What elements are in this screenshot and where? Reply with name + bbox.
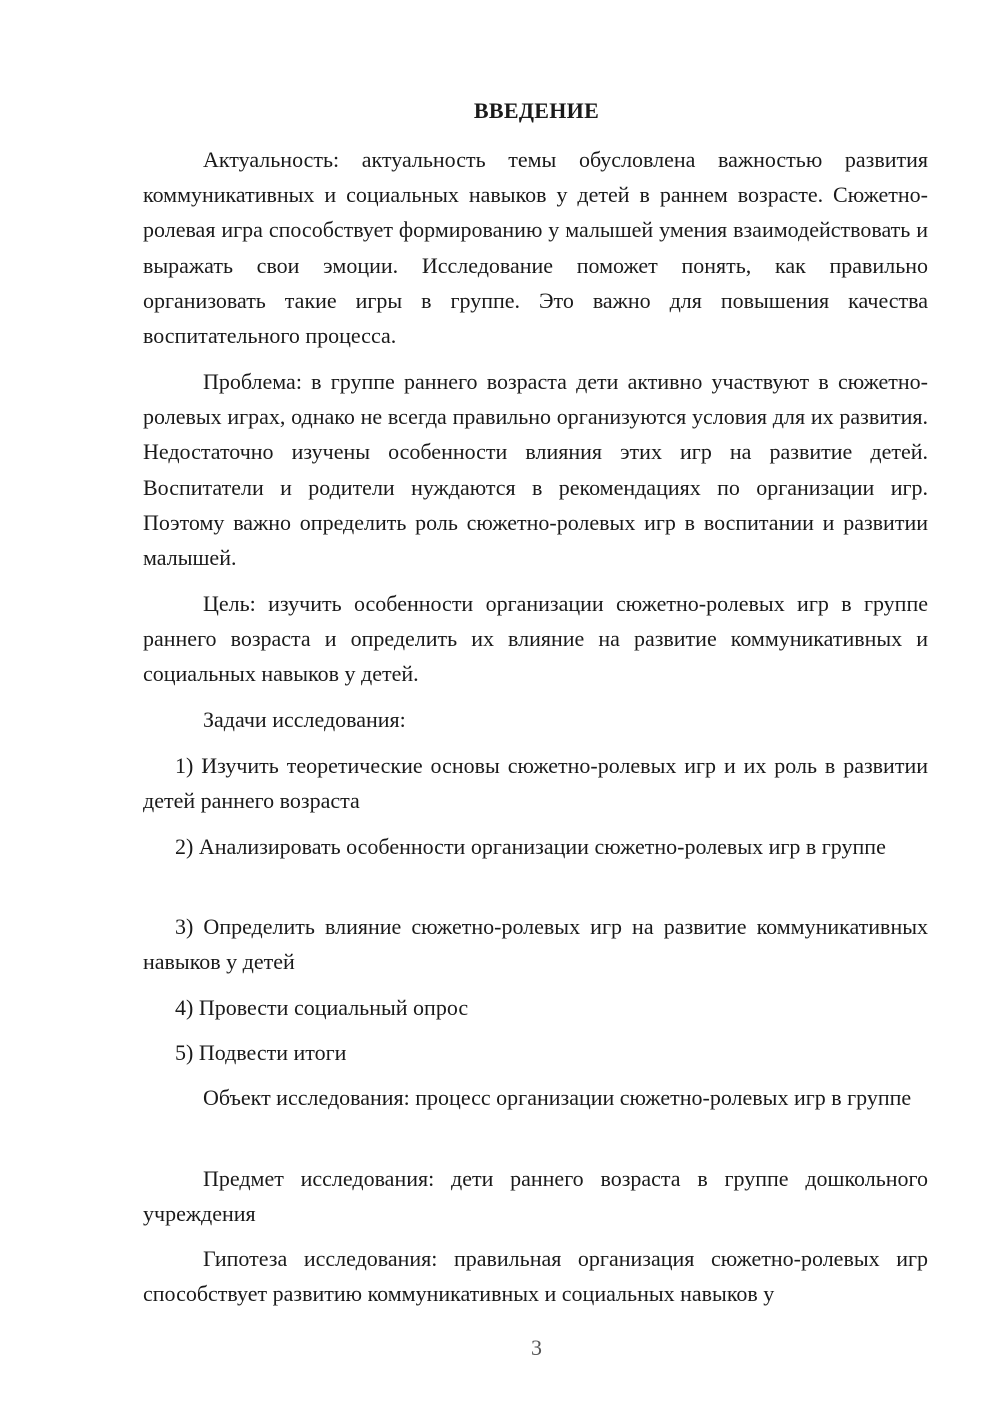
task-item-3: 3) Определить влияние сюжетно-ролевых игр на развитие коммуникативных навыков у детей bbox=[143, 914, 928, 975]
relevance-paragraph: Актуальность: актуальность темы обусловлена важностью развития коммуникативных и социальных навыков у детей в раннем возрасте. Сюжетно-ролевая игра способствует формированию у малышей умения взаимодействовать и выражать свои эмоции. Исследование поможет понять, как правильно организовать такие игры в группе. Это важно для повышения качества воспитательного процесса. bbox=[143, 147, 928, 349]
task-item-5: 5) Подвести итоги bbox=[175, 1040, 347, 1065]
task-item-1: 1) Изучить теоретические основы сюжетно-ролевых игр и их роль в развитии детей раннего возраста bbox=[143, 753, 928, 814]
page-title: ВВЕДЕНИЕ bbox=[473, 98, 600, 123]
problem-paragraph: Проблема: в группе раннего возраста дети активно участвуют в сюжетно-ролевых играх, однако не всегда правильно организуются условия для их развития. Недостаточно изучены особенности влияния этих игр на развитие детей. Воспитатели и родители нуждаются в рекомендациях по организации игр. Поэтому важно определить роль сюжетно-ролевых игр в воспитании и развитии малышей. bbox=[143, 369, 928, 571]
task-item-2: 2) Анализировать особенности организации сюжетно-ролевых игр в группе bbox=[175, 834, 886, 859]
subject-paragraph: Предмет исследования: дети раннего возраста в группе дошкольного учреждения bbox=[143, 1166, 928, 1227]
object-paragraph: Объект исследования: процесс организации сюжетно-ролевых игр в группе bbox=[203, 1085, 912, 1110]
task-item-4: 4) Провести социальный опрос bbox=[175, 995, 469, 1020]
tasks-title: Задачи исследования: bbox=[203, 707, 406, 732]
page-number: 3 bbox=[531, 1335, 542, 1360]
goal-paragraph: Цель: изучить особенности организации сюжетно-ролевых игр в группе раннего возраста и определить их влияние на развитие коммуникативных и социальных навыков у детей. bbox=[143, 591, 928, 687]
hypothesis-paragraph: Гипотеза исследования: правильная организация сюжетно-ролевых игр способствует развитию коммуникативных и социальных навыков у bbox=[143, 1246, 928, 1307]
